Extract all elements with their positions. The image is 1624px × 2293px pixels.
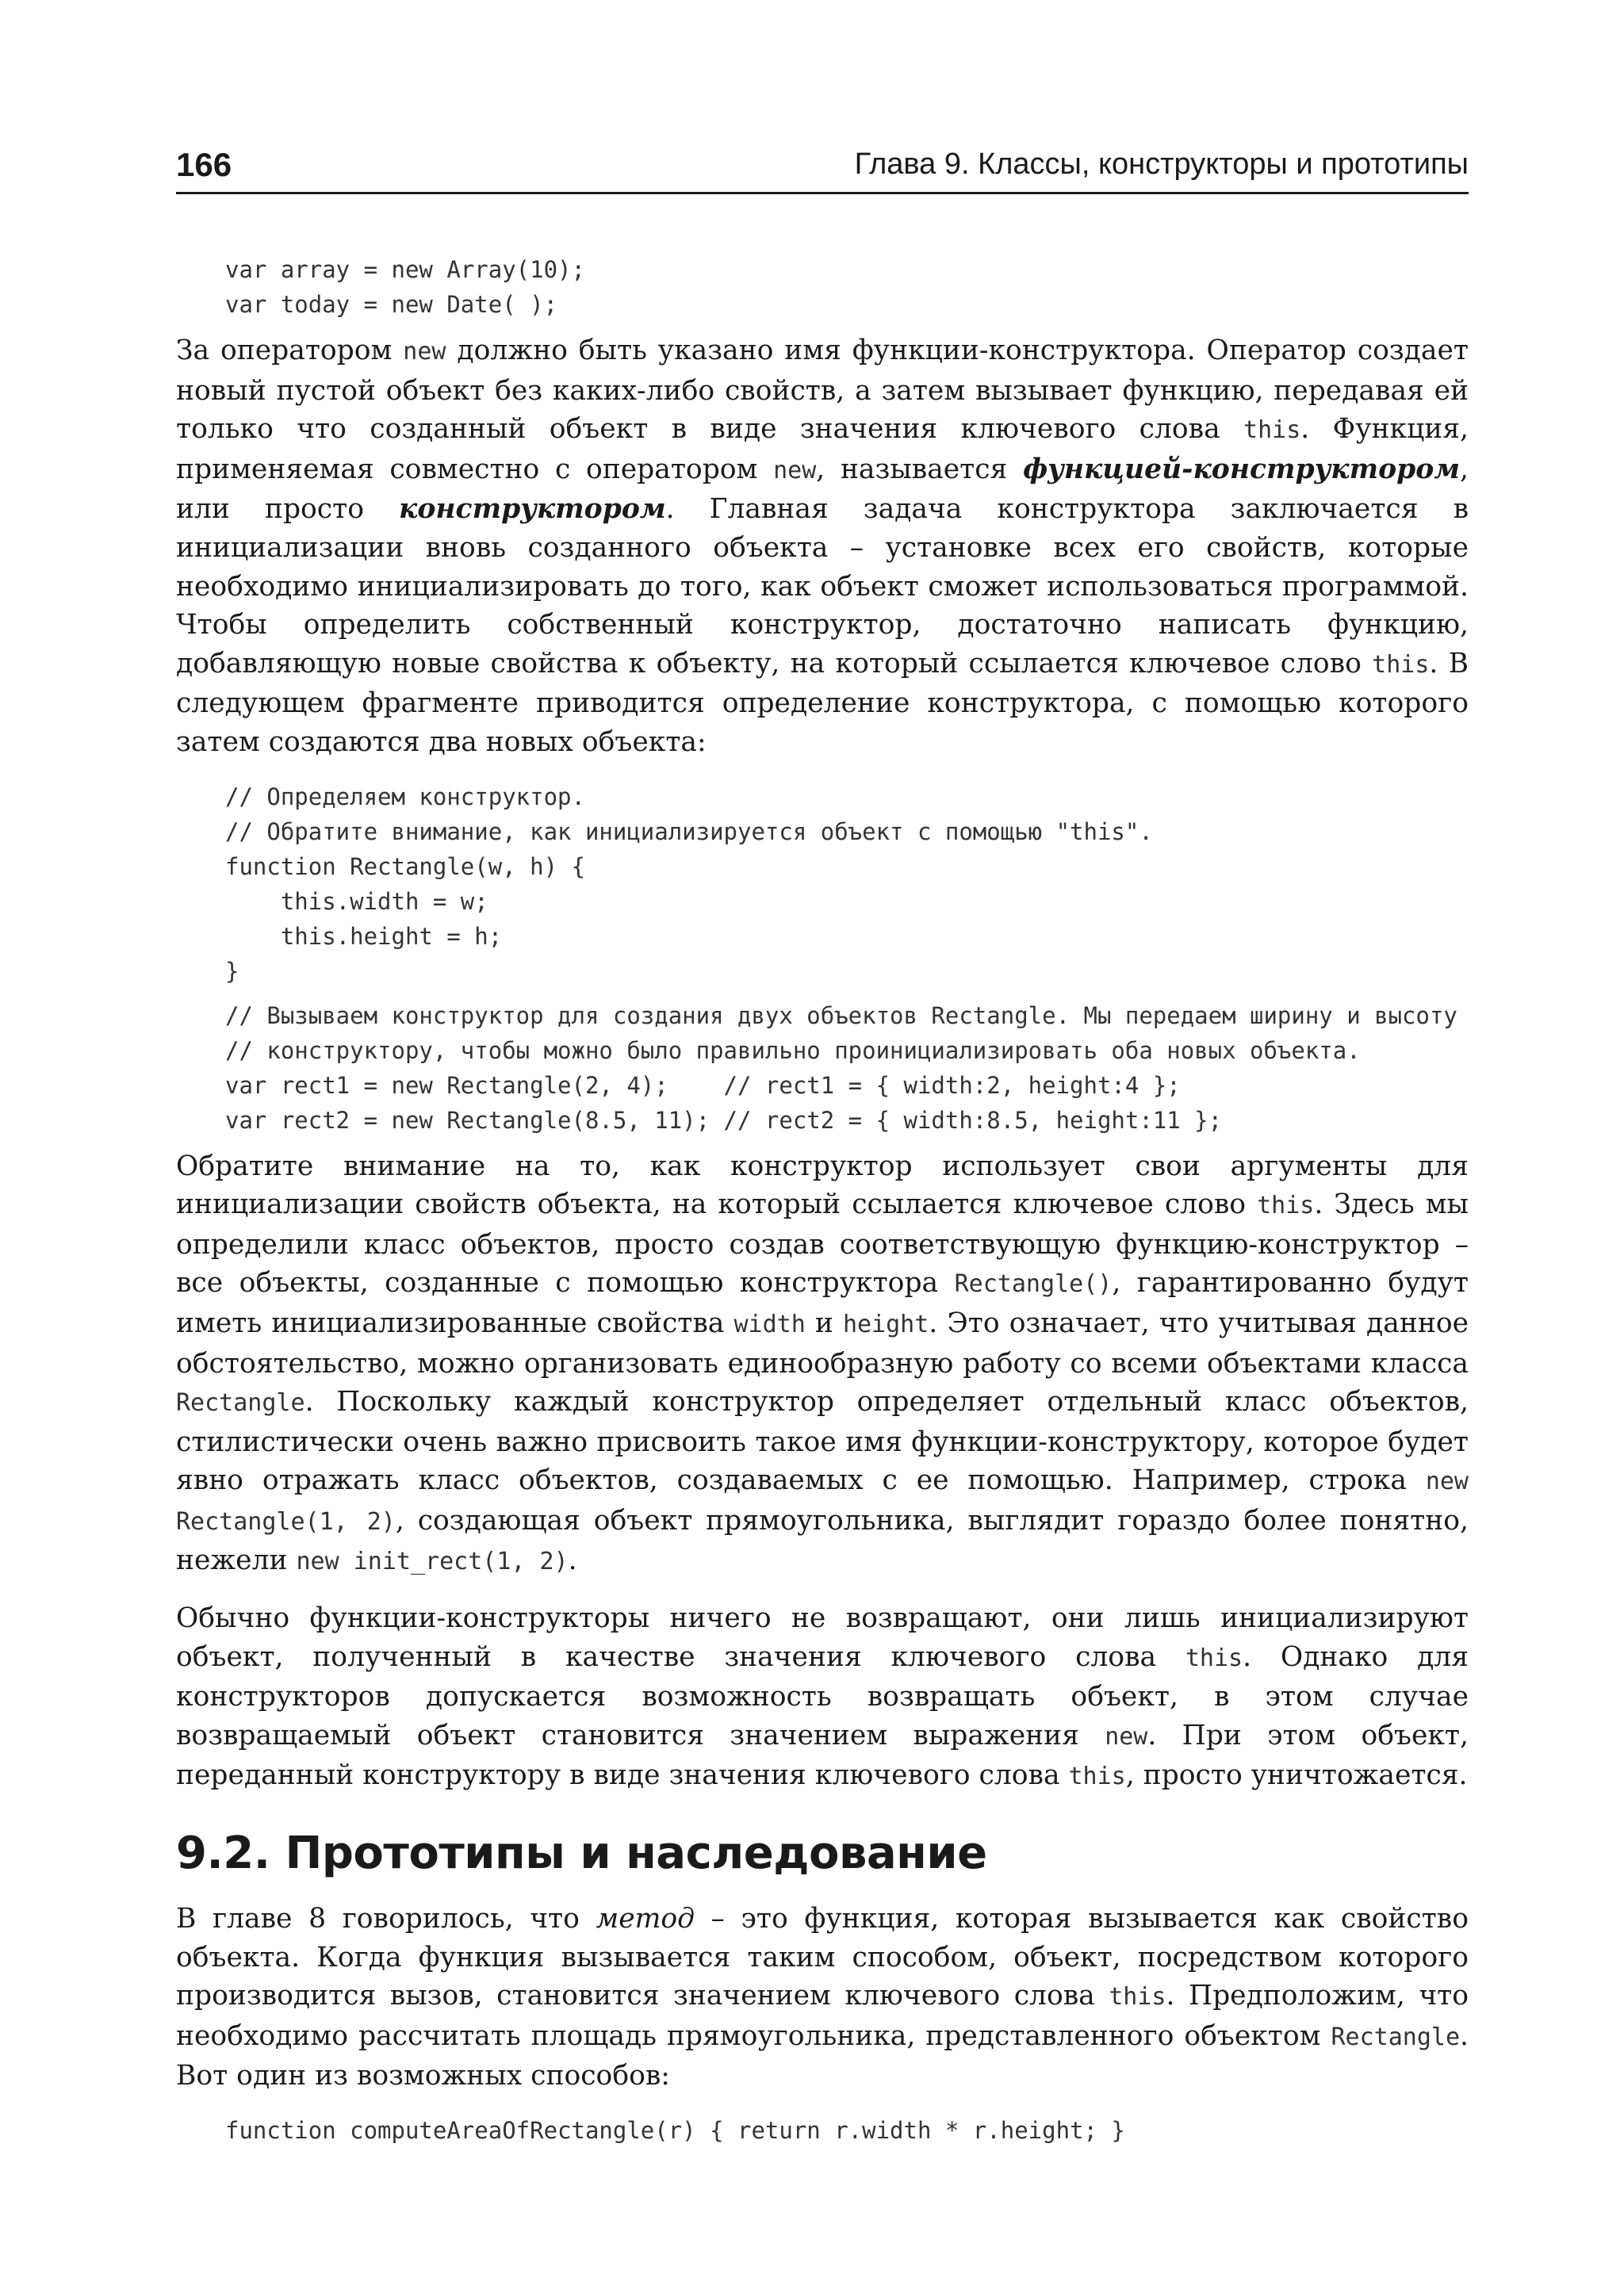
text: Обычно функции-конструкторы ничего не возвращают, они лишь инициализируют объект, полученный в качестве значения ключевого слова (176, 1602, 1469, 1673)
inline-code: this (1257, 1192, 1315, 1220)
inline-code: this (1372, 650, 1430, 679)
text: . Предположим, что необходимо рассчитать площадь прямоугольника, представленного объектом (176, 1980, 1469, 2052)
text: , или просто (176, 453, 1469, 526)
chapter-title: Глава 9. Классы, конструкторы и прототипы (854, 147, 1469, 181)
section-heading: 9.2. Прототипы и наследование (176, 1828, 987, 1880)
text: . Главная задача конструктора заключается в инициализации вновь созданного объекта – установке всех его свойств, которые необходимо инициализировать до того, как объект сможет использоваться программой. Чтобы определить собственный конструктор, достаточно написать функцию, добавляющую новые свойства к объекту, на который ссылается ключевое слово (176, 493, 1469, 679)
text: и (805, 1307, 843, 1339)
inline-code: new Rectangle(1, 2) (176, 1468, 1469, 1536)
text: , гарантированно будут иметь инициализированные свойства (176, 1267, 1469, 1339)
text: . (568, 1545, 577, 1577)
inline-code: new (773, 456, 817, 484)
inline-code: Rectangle (176, 1389, 305, 1418)
term-emphasis: метод (596, 1903, 695, 1935)
text: . Здесь мы определили класс объектов, просто создав соответствующую функцию-конструктор – все объекты, созданные с помощью конструктора (176, 1189, 1469, 1300)
text: За оператором (176, 335, 404, 366)
inline-code: this (1109, 1983, 1166, 2012)
inline-code: new init_rect(1, 2) (296, 1548, 569, 1576)
code-block-compute-area: function computeAreaOfRectangle(r) { return r.width * r.height; } (225, 2117, 1125, 2144)
code-block-rectangle-usage: // Вызываем конструктор для создания двух объектов Rectangle. Мы передаем ширину и высоту // конструктору, чтобы можно было правильно проинициализировать оба новых объекта. var rect1 = new Rectangle(2, 4); // rect1 = { width:2, height:4 }; var rect2 = new Rectangle(8.5, 11); // rect2 = { width:8.5, height:11 }; (225, 1001, 1457, 1134)
text: , создающая объект прямоугольника, выглядит гораздо более понятно, нежели (176, 1504, 1469, 1577)
text: . В следующем фрагменте приводится определение конструктора, с помощью которого затем создаются два новых объекта: (176, 647, 1469, 758)
inline-code: height (842, 1310, 929, 1338)
text: , называется (816, 453, 1024, 485)
text: Обратите внимание на то, как конструктор использует свои аргументы для инициализации свойств объекта, на который ссылается ключевое слово (176, 1150, 1469, 1221)
text: – это функция, которая вызывается как свойство объекта. Когда функция вызывается таким способом, объект, посредством которого производится вызов, становится значением ключевого слова (176, 1903, 1469, 2012)
inline-code: this (1068, 1763, 1126, 1791)
body-text (176, 252, 1469, 2157)
inline-code: new (403, 338, 446, 366)
term-emphasis: функцией-конструктором (1023, 453, 1461, 485)
text: , просто уничтожается. (1125, 1759, 1468, 1792)
text: . При этом объект, переданный конструктору в виде значения ключевого слова (176, 1719, 1469, 1792)
text: . Однако для конструкторов допускается возможность возвращать объект, в этом случае возвращаемый объект становится значением выражения (176, 1640, 1469, 1751)
term-emphasis: конструктором (399, 493, 666, 526)
inline-code: Rectangle() (954, 1270, 1113, 1299)
running-header (176, 143, 1469, 194)
text: . Это означает, что учитывая данное обстоятельство, можно организовать единообразную работу со всеми объектами класса (176, 1307, 1469, 1380)
paragraph-constructor-return (176, 1599, 1469, 1797)
text: . Поскольку каждый конструктор определяет отдельный класс объектов, стилистически очень важно присвоить такое имя функции-конструктору, которое будет явно отражать класс объектов, создаваемых с ее помощью. Например, строка (176, 1386, 1469, 1497)
inline-code: new (1105, 1722, 1148, 1751)
paragraph-constructor-arguments (176, 1147, 1469, 1583)
code-block-array-date: var array = new Array(10); var today = new Date( ); (225, 256, 585, 318)
code-block-rectangle-definition: // Определяем конструктор. // Обратите внимание, как инициализируется объект с помощью "this". function Rectangle(w, h) { this.width = w; this.height = h; } (225, 783, 1153, 985)
inline-code: this (1185, 1644, 1243, 1672)
page-number: 166 (176, 146, 232, 183)
paragraph-methods-intro (176, 1900, 1469, 2096)
text: . Вот один из возможных способов: (176, 2019, 1469, 2092)
inline-code: this (1243, 416, 1301, 445)
text: . Функция, применяемая совместно с оператором (176, 413, 1469, 485)
text: должно быть указано имя функции-конструктора. Оператор создает новый пустой объект без каких-либо свойств, а затем вызывает функцию, передавая ей только что созданный объект в виде значения ключевого слова (176, 335, 1469, 446)
inline-code: width (733, 1310, 806, 1338)
paragraph-constructor-intro (176, 331, 1469, 762)
text: В главе 8 говорилось, что (176, 1903, 596, 1935)
inline-code: Rectangle (1331, 2023, 1461, 2051)
